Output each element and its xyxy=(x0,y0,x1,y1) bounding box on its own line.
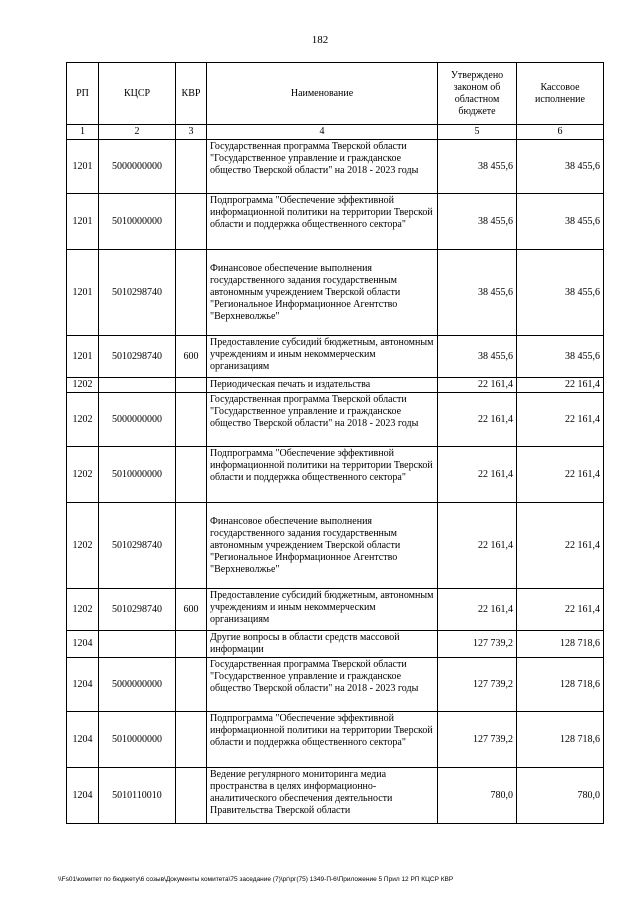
footer-file-path: \\Fs01\комитет по бюджету\6 созыв\Документы комитета\75 заседание (7)\рг\рг(75) 1349-П-6\Приложение 5 Прил 12 РП КЦСР КВР xyxy=(58,876,454,883)
cell-approved: 127 739,2 xyxy=(438,631,517,658)
cell-kcsr: 5010000000 xyxy=(99,712,176,768)
cell-kcsr: 5010000000 xyxy=(99,447,176,503)
table-row xyxy=(67,393,604,447)
cell-kcsr: 5000000000 xyxy=(99,140,176,194)
column-number: 1 xyxy=(67,125,99,140)
header-rp: РП xyxy=(67,63,99,125)
cell-name: Государственная программа Тверской области "Государственное управление и гражданское общество Тверской области" на 2018 - 2023 годы xyxy=(207,393,438,447)
cell-kcsr xyxy=(99,631,176,658)
cell-kcsr: 5000000000 xyxy=(99,658,176,712)
cell-executed: 22 161,4 xyxy=(517,589,604,631)
table-row xyxy=(67,503,604,589)
cell-kvr xyxy=(176,768,207,824)
cell-approved: 38 455,6 xyxy=(438,194,517,250)
cell-kcsr: 5010298740 xyxy=(99,336,176,378)
cell-name: Предоставление субсидий бюджетным, автономным учреждениям и иным некоммерческим организациям xyxy=(207,336,438,378)
cell-approved: 38 455,6 xyxy=(438,250,517,336)
cell-approved: 22 161,4 xyxy=(438,447,517,503)
cell-rp: 1201 xyxy=(67,194,99,250)
cell-executed: 38 455,6 xyxy=(517,336,604,378)
cell-executed: 780,0 xyxy=(517,768,604,824)
cell-name: Финансовое обеспечение выполнения государственного задания государственным автономным учреждением Тверской области "Региональное Информационное Агентство "Верхневолжье" xyxy=(207,503,438,589)
cell-name: Подпрограмма "Обеспечение эффективной информационной политики на территории Тверской области и поддержка общественного сектора" xyxy=(207,712,438,768)
cell-kvr: 600 xyxy=(176,589,207,631)
column-number: 6 xyxy=(517,125,604,140)
table-row xyxy=(67,378,604,393)
page-number: 182 xyxy=(311,34,329,46)
cell-approved: 22 161,4 xyxy=(438,589,517,631)
cell-kvr: 600 xyxy=(176,336,207,378)
table-row xyxy=(67,712,604,768)
header-approved: Утверждено законом об областном бюджете xyxy=(438,63,517,125)
cell-kvr xyxy=(176,658,207,712)
cell-kcsr: 5010000000 xyxy=(99,194,176,250)
cell-approved: 22 161,4 xyxy=(438,393,517,447)
table-header-row xyxy=(67,63,604,125)
table-row xyxy=(67,250,604,336)
cell-name: Подпрограмма "Обеспечение эффективной информационной политики на территории Тверской области и поддержка общественного сектора" xyxy=(207,194,438,250)
cell-name: Государственная программа Тверской области "Государственное управление и гражданское общество Тверской области" на 2018 - 2023 годы xyxy=(207,658,438,712)
column-number: 3 xyxy=(176,125,207,140)
cell-rp: 1204 xyxy=(67,768,99,824)
cell-name: Другие вопросы в области средств массовой информации xyxy=(207,631,438,658)
cell-name: Ведение регулярного мониторинга медиа пространства в целях информационно-аналитического обеспечения деятельности Правительства Тверской области xyxy=(207,768,438,824)
cell-executed: 128 718,6 xyxy=(517,658,604,712)
cell-rp: 1204 xyxy=(67,658,99,712)
cell-executed: 22 161,4 xyxy=(517,393,604,447)
header-executed: Кассовое исполнение xyxy=(517,63,604,125)
cell-executed: 22 161,4 xyxy=(517,503,604,589)
cell-rp: 1201 xyxy=(67,250,99,336)
table-row xyxy=(67,768,604,824)
cell-name: Периодическая печать и издательства xyxy=(207,378,438,393)
cell-kcsr: 5010298740 xyxy=(99,589,176,631)
header-kcsr: КЦСР xyxy=(99,63,176,125)
table-row xyxy=(67,140,604,194)
cell-approved: 127 739,2 xyxy=(438,658,517,712)
column-number: 5 xyxy=(438,125,517,140)
cell-kvr xyxy=(176,378,207,393)
cell-executed: 38 455,6 xyxy=(517,194,604,250)
cell-approved: 22 161,4 xyxy=(438,378,517,393)
table-row xyxy=(67,658,604,712)
table-row xyxy=(67,194,604,250)
cell-kcsr: 5010110010 xyxy=(99,768,176,824)
cell-kvr xyxy=(176,194,207,250)
cell-rp: 1204 xyxy=(67,631,99,658)
cell-executed: 22 161,4 xyxy=(517,447,604,503)
cell-rp: 1202 xyxy=(67,447,99,503)
cell-rp: 1202 xyxy=(67,589,99,631)
cell-rp: 1202 xyxy=(67,378,99,393)
cell-executed: 128 718,6 xyxy=(517,631,604,658)
cell-kvr xyxy=(176,712,207,768)
cell-kvr xyxy=(176,447,207,503)
table-row xyxy=(67,589,604,631)
cell-name: Государственная программа Тверской области "Государственное управление и гражданское общество Тверской области" на 2018 - 2023 годы xyxy=(207,140,438,194)
header-name: Наименование xyxy=(207,63,438,125)
cell-executed: 38 455,6 xyxy=(517,250,604,336)
cell-approved: 22 161,4 xyxy=(438,503,517,589)
cell-approved: 38 455,6 xyxy=(438,140,517,194)
cell-name: Подпрограмма "Обеспечение эффективной информационной политики на территории Тверской области и поддержка общественного сектора" xyxy=(207,447,438,503)
cell-executed: 38 455,6 xyxy=(517,140,604,194)
header-kvr: КВР xyxy=(176,63,207,125)
cell-name: Финансовое обеспечение выполнения государственного задания государственным автономным учреждением Тверской области "Региональное Информационное Агентство "Верхневолжье" xyxy=(207,250,438,336)
cell-kvr xyxy=(176,393,207,447)
cell-kvr xyxy=(176,631,207,658)
cell-executed: 22 161,4 xyxy=(517,378,604,393)
column-number-row xyxy=(67,125,604,140)
cell-kcsr: 5010298740 xyxy=(99,503,176,589)
table-row xyxy=(67,631,604,658)
budget-table xyxy=(66,62,604,824)
cell-rp: 1202 xyxy=(67,393,99,447)
table-row xyxy=(67,447,604,503)
cell-approved: 780,0 xyxy=(438,768,517,824)
cell-kvr xyxy=(176,503,207,589)
cell-kcsr: 5010298740 xyxy=(99,250,176,336)
cell-approved: 38 455,6 xyxy=(438,336,517,378)
cell-rp: 1204 xyxy=(67,712,99,768)
cell-kcsr xyxy=(99,378,176,393)
cell-kcsr: 5000000000 xyxy=(99,393,176,447)
cell-kvr xyxy=(176,140,207,194)
cell-rp: 1202 xyxy=(67,503,99,589)
column-number: 4 xyxy=(207,125,438,140)
table-row xyxy=(67,336,604,378)
cell-kvr xyxy=(176,250,207,336)
cell-approved: 127 739,2 xyxy=(438,712,517,768)
cell-executed: 128 718,6 xyxy=(517,712,604,768)
cell-rp: 1201 xyxy=(67,336,99,378)
column-number: 2 xyxy=(99,125,176,140)
cell-rp: 1201 xyxy=(67,140,99,194)
cell-name: Предоставление субсидий бюджетным, автономным учреждениям и иным некоммерческим организациям xyxy=(207,589,438,631)
